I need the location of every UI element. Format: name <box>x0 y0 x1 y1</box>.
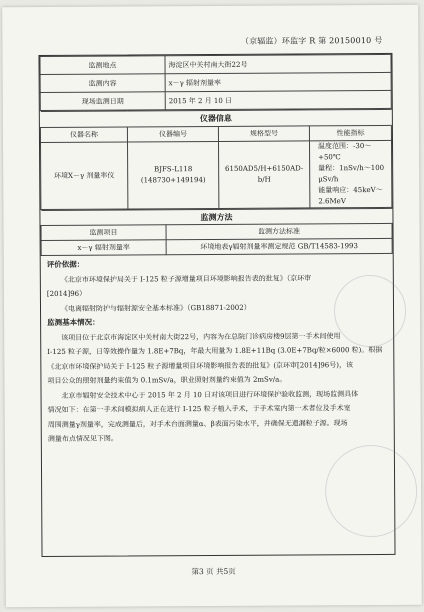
column-header: 仪器名称 <box>40 127 127 143</box>
column-header: 规格型号 <box>218 126 309 142</box>
info-label: 监测地点 <box>40 56 165 75</box>
overview-line: 《北京市环境保护局关于 I-125 粒子源增量项目环境影响报告表的批复》(京环审[2014]96号)，该 <box>47 360 353 371</box>
table-row <box>40 54 391 74</box>
overview-line: 测量布点情况见下图。 <box>47 434 118 444</box>
column-header: 仪器编号 <box>127 126 218 142</box>
method-item: x－γ 辐射剂量率 <box>41 240 166 256</box>
model-line: 6150AD5/H+6150AD- <box>225 164 304 173</box>
table-row <box>40 140 391 209</box>
column-header: 监测方法标准 <box>166 223 392 239</box>
overview-line: 北京市辐射安全技术中心于 2015 年 2 月 10 日对该项目进行环境保护验收监测，现场监测具体 <box>61 389 359 400</box>
faint-seal-mark <box>334 275 406 347</box>
basis-line: [2014]96） <box>46 289 87 299</box>
overview-line: 情况如下：在第一手术间模拟病人正在进行 I-125 粒子植入手术，于手术室内第一术者位及手术室 <box>47 404 351 415</box>
column-header: 性能指标 <box>309 125 391 141</box>
basis-title: 评价依据： <box>46 259 85 270</box>
report-body <box>41 254 394 447</box>
info-label: 监测内容 <box>40 74 165 93</box>
model-line: b/H <box>257 175 271 184</box>
instrument-name: 环境X－γ 剂量率仪 <box>40 142 127 210</box>
column-header: 监测项目 <box>41 225 166 241</box>
instrument-table <box>40 109 393 210</box>
info-table <box>39 54 391 111</box>
number-line: BJFS-L118 <box>154 165 193 174</box>
overview-line: 该项目位于北京市海淀区中关村南大街22号，内容为在总院门诊病房楼9层第一手术间使用 <box>61 331 341 342</box>
method-standard: 环境地表γ辐射剂量率测定规范 GB/T14583-1993 <box>166 238 392 254</box>
instrument-model <box>218 141 309 209</box>
info-value: 2015 年 2 月 10 日 <box>165 90 391 109</box>
instrument-number <box>127 141 218 209</box>
overview-line: I-125 粒子源，日等效操作量为 1.8E+7Bq，年最大用量为 1.8E+11Bq (3.0E+7Bq/粒×6000 粒)。根据 <box>47 345 383 357</box>
overview-line: 项目公众的照射剂量约束值为 0.1mSv/a，职业照射剂量约束值为 2mSv/a。 <box>47 375 287 386</box>
basis-line: 《电离辐射防护与辐射源安全基本标准》（GB18871-2002） <box>60 303 251 313</box>
instrument-performance <box>309 140 391 207</box>
info-label: 现场监测日期 <box>40 92 165 111</box>
perf-line: 温度范围：-30～+50℃ <box>318 142 372 162</box>
perf-line: 能量响应：45keV～2.6MeV <box>318 185 383 206</box>
info-value: x－γ 辐射剂量率 <box>165 72 391 91</box>
document-page <box>2 5 422 608</box>
page-footer: 第3 页 共5页 <box>191 566 236 577</box>
section-title-method: 监测方法 <box>41 208 392 225</box>
overview-title: 监测基本情况： <box>47 317 100 328</box>
method-table <box>40 208 392 256</box>
table-row <box>40 90 391 110</box>
number-line: (148730+149194) <box>140 176 206 185</box>
faint-seal-mark <box>325 445 418 538</box>
section-title-instrument: 仪器信息 <box>40 109 391 127</box>
perf-line: 量程：1nSv/h～100 μSv/h <box>318 163 385 184</box>
info-value: 海淀区中关村南大街22号 <box>165 54 391 73</box>
basis-line: 《北京市环境保护局关于 I-125 粒子源增量项目环境影响报告表的批复》（京环审 <box>60 273 312 284</box>
document-number: （京辐监）环监字 R 第 20150010 号 <box>240 35 383 46</box>
table-row <box>41 238 392 255</box>
table-row <box>40 72 391 92</box>
overview-line: 周围测量γ剂量率，完成测量后，对手术台面测量α、β表面污染水平，并确保无遗漏粒子源。现场 <box>47 418 348 429</box>
